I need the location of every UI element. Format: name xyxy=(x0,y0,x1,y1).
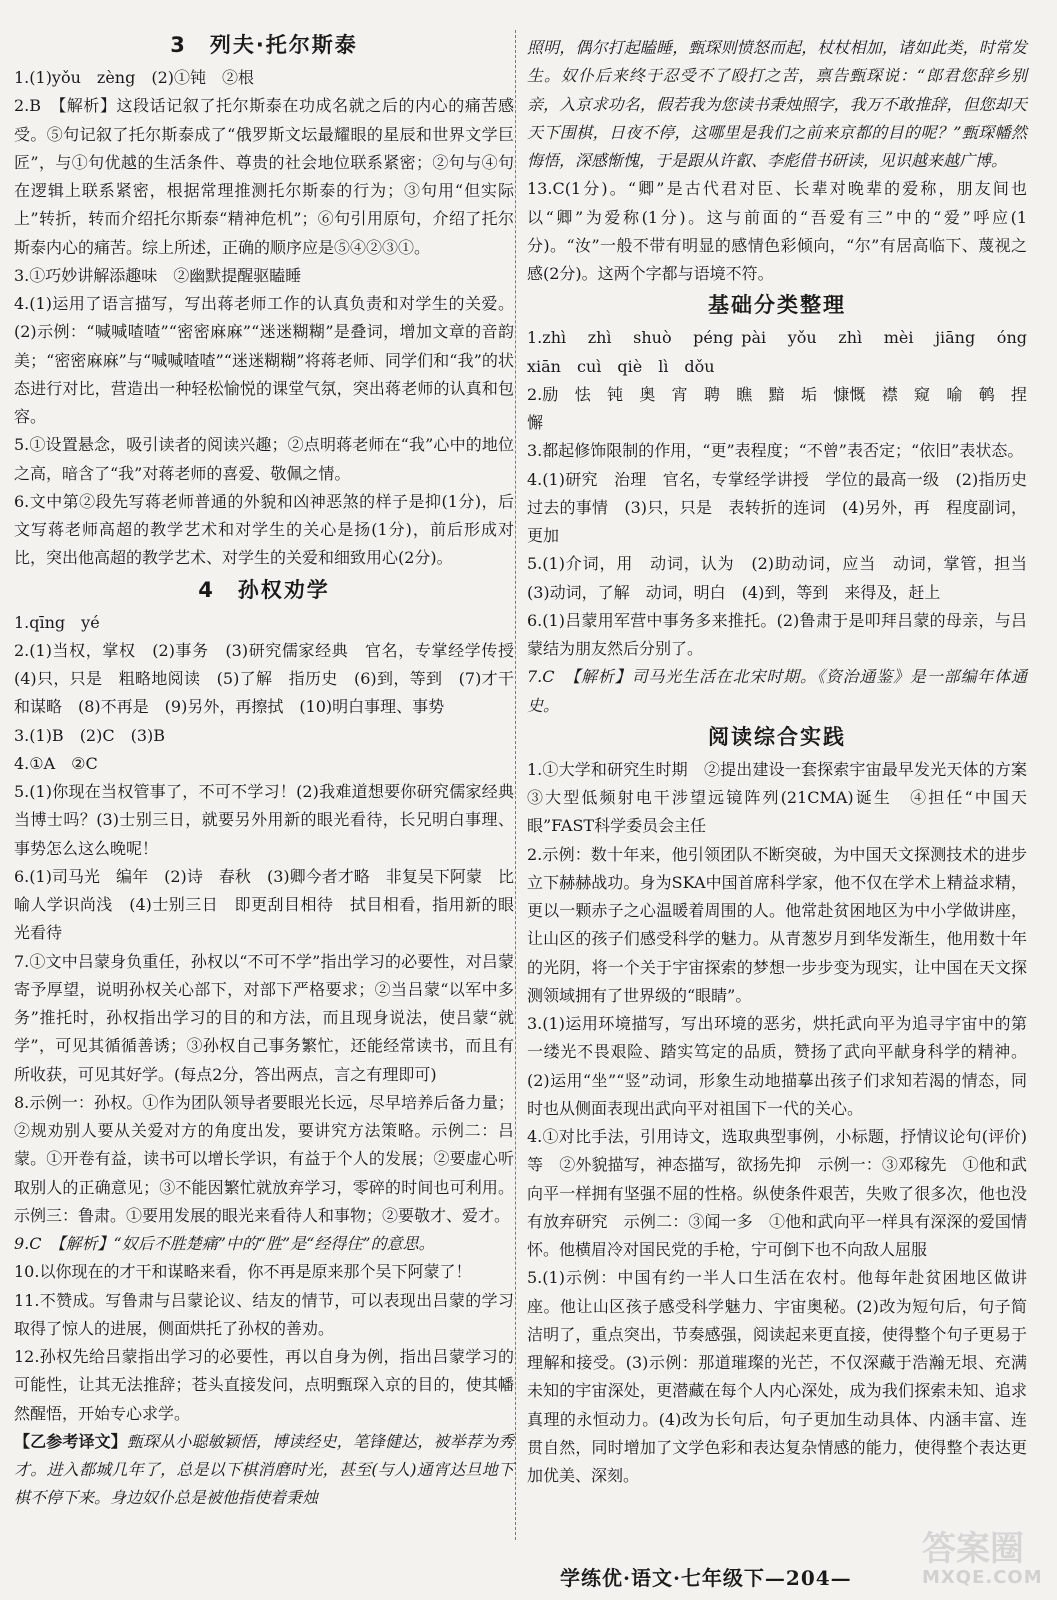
answer-item: 13.C(1分)。“卿”是古代君对臣、长辈对晚辈的爱称，朋友间也以“卿”为爱称(1分)。这与前面的“吾爱有三”中的“爱”呼应(1分)。“汝”一般不带有明显的感情色彩倾向，“尔”有居高临下、蔑视之感(2分)。这两个字都与语境不符。 xyxy=(527,179,1027,283)
answer-item: 1.①大学和研究生时期 ②提出建设一套探索宇宙最早发光天体的方案 ③大型低频射电干涉望远镜阵列(21CMA)诞生 ④担任“中国天眼”FAST科学委员会主任 xyxy=(527,759,1044,836)
translation-text: 甄琛从小聪敏颖悟，博读经史，笔锋健达，被举荐为秀才。进入都城几年了，总是以下棋消磨时光，甚至(与人)通宵达旦地下棋不停下来。身边奴仆总是被他指使着秉烛 xyxy=(14,1431,514,1508)
answer-item: 9.C 【解析】“奴后不胜楚痛”中的“胜”是“经得住”的意思。 xyxy=(14,1234,435,1253)
answer-item: 2.励 怯 钝 奥 宵 聘 瞧 黯 垢 慷慨 襟 窥 喻 鹌 捏 懈 xyxy=(527,384,1044,432)
answer-item: 5.(1)示例：中国有约一半人口生活在农村。他每年赴贫困地区做讲座。他让山区孩子感受科学魅力、宇宙奥秘。(2)改为短句后，句子简洁明了，重点突出，节奏感强，阅读起来更直接，使得整个句子更易于理解和接受。(3)示例：那道璀璨的光芒，不仅深藏于浩瀚无垠、充满未知的宇宙深处，更潜藏在每个人内心深处，成为我们探索未知、追求真理的永恒动力。(4)改为长句后，句子更加生动具体、内涵丰富、连贯自然，同时增加了文学色彩和表达复杂情感的能力，使得整个表达更加优美、深刻。 xyxy=(527,1268,1027,1485)
answer-item: 3.都起修饰限制的作用，“更”表程度；“不曾”表否定；“依旧”表状态。 xyxy=(527,441,1024,461)
answer-item: 5.(1)你现在当权管事了，不可不学习！(2)我难道想要你研究儒家经典当博士吗？(3)士别三日，就要另外用新的眼光看待，长兄明白事理、事势怎么这么晚呢！ xyxy=(14,782,514,858)
answer-item: 6.(1)吕蒙用军营中事务多来推托。(2)鲁肃于是叩拜吕蒙的母亲，与吕蒙结为朋友然后分别了。 xyxy=(527,610,1027,658)
answer-item: 1.zhì zhì shuò péng pài yǒu zhì mèi jiāng óng xiān cuì qiè lì dǒu xyxy=(527,328,1044,376)
answer-item: 5.(1)介词，用 动词，认为 (2)助动词，应当 动词，掌管，担当 (3)动词，了解 动词，明白 (4)到，等到 来得及，赶上 xyxy=(527,554,1044,602)
watermark-logo xyxy=(922,1530,1042,1592)
answer-item: 4.(1)运用了语言描写，写出蒋老师工作的认真负责和对学生的关爱。(2)示例：“喊喊喳喳”“密密麻麻”“迷迷糊糊”是叠词，增加文章的音韵美；“密密麻麻”与“喊喊喳喳”“迷迷糊糊”将蒋老师、同学们和“我”的状态进行对比，营造出一种轻松愉悦的课堂气氛，突出蒋老师的认真和包容。 xyxy=(14,294,514,426)
answer-item: 12.孙权先给吕蒙指出学习的必要性，再以自身为例，指出吕蒙学习的可能性，让其无法推辞；苍头直接发问，点明甄琛入京的目的，使其幡然醒悟，开始专心求学。 xyxy=(14,1347,514,1423)
answer-item: 10.以你现在的才干和谋略来看，你不再是原来那个吴下阿蒙了！ xyxy=(14,1262,472,1282)
watermark-text: 答案圈 xyxy=(922,1529,1024,1569)
column-divider xyxy=(515,30,516,1540)
translation-continued: 照明，偶尔打起瞌睡，甄琛则愤怒而起，杖杖相加，诸如此类，时常发生。奴仆后来终于忍受不了殴打之苦，禀告甄琛说：“郎君您辞乡别亲，入京求功名，假若我为您读书秉烛照字，我万不敢推辞，但您却天天下围棋，日夜不停，这哪里是我们之前来京都的目的呢？”甄琛幡然悔悟，深感惭愧，于是跟从许叡、李彪借书研读，见识越来越广博。 xyxy=(527,38,1027,170)
section-title-tolstoy: 3 列夫·托尔斯泰 xyxy=(170,33,358,57)
translation-label: 【乙参考译文】 xyxy=(14,1431,127,1451)
left-column xyxy=(14,28,531,1513)
answer-item: 3.(1)运用环境描写，写出环境的恶劣，烘托武向平为追寻宇宙中的第一缕光不畏艰险、踏实笃定的品质，赞扬了武向平献身科学的精神。(2)运用“坐”“竖”动词，形象生动地描摹出孩子们求知若渴的情态，同时也从侧面表现出武向平对祖国下一代的关心。 xyxy=(527,1014,1027,1118)
answer-item: 11.不赞成。写鲁肃与吕蒙论议、结友的情节，可以表现出吕蒙的学习取得了惊人的进展，侧面烘托了孙权的善劝。 xyxy=(14,1290,514,1338)
answer-item: 1.(1)yǒu zèng (2)①钝 ②根 xyxy=(14,68,255,87)
answer-item: 4.①A ②C xyxy=(14,753,98,773)
watermark-url: MXQE.COM xyxy=(922,1567,1043,1588)
answer-item: 6.文中第②段先写蒋老师普通的外貌和凶神恶煞的样子是抑(1分)，后文写蒋老师高超的教学艺术和对学生的关心是扬(1分)，前后形成对比，突出他高超的教学艺术、对学生的关爱和细致用心(2分)。 xyxy=(14,491,514,568)
answer-item: 7.C 【解析】司马光生活在北宋时期。《资治通鉴》是一部编年体通史。 xyxy=(527,667,1027,715)
section-title-reading: 阅读综合实践 xyxy=(708,724,846,749)
page-footer: 学练优·语文·七年级下—204— xyxy=(560,1566,852,1590)
section-title-sunquan: 4 孙权劝学 xyxy=(198,577,330,602)
answer-item: 4.①对比手法，引用诗文，选取典型事例，小标题，抒情议论句(评价)等 ②外貌描写，神态描写，欲扬先抑 示例一：③邓稼先 ①他和武向平一样拥有坚强不屈的性格。纵使条件艰苦，失败了很多次，他也没有放弃研究 示例二：③闻一多 ①他和武向平一样具有深深的爱国情怀。他横眉冷对国民党的手枪，宁可倒下也不向敌人屈服 xyxy=(527,1127,1027,1259)
answer-item: 3.(1)B (2)C (3)B xyxy=(14,725,166,745)
answer-item: 1.qīng yé xyxy=(14,612,100,632)
answer-item: 7.①文中吕蒙身负重任，孙权以“不可不学”指出学习的必要性，对吕蒙寄予厚望，说明孙权关心部下，对部下严格要求；②当吕蒙“以军中多务”推托时，孙权指出学习的目的和方法，而且现身说法，使吕蒙“就学”，可见其循循善诱；③孙权自己事务繁忙，还能经常读书，而且有所收获，可见其好学。(每点2分，答出两点，言之有理即可) xyxy=(14,951,514,1084)
answer-item: 6.(1)司马光 编年 (2)诗 春秋 (3)卿今者才略 非复吴下阿蒙 比喻人学识尚浅 (4)士别三日 即更刮目相待 拭目相看，指用新的眼光看待 xyxy=(14,866,514,943)
answer-item: 2.示例：数十年来，他引领团队不断突破，为中国天文探测技术的进步立下赫赫战功。身为SKA中国首席科学家，他不仅在学术上精益求精，更以一颗赤子之心温暖着周围的人。他常赴贫困地区为中小学做讲座，让山区的孩子们感受科学的魅力。从青葱岁月到华发渐生，他用数十年的光阴，将一个关于宇宙探索的梦想一步步变为现实，让中国在天文探测领域拥有了世界级的“眼睛”。 xyxy=(527,844,1027,1005)
answer-item: 8.示例一：孙权。①作为团队领导者要眼光长远，尽早培养后备力量；②规劝别人要从关爱对方的角度出发，要讲究方法策略。示例二：吕蒙。①开卷有益，读书可以增长学识，有益于个人的发展；②要虚心听取别人的正确意见；③不能因繁忙就放弃学习，零碎的时间也可利用。示例三：鲁肃。①要用发展的眼光来看待人和事物；②要敬才、爱才。 xyxy=(14,1092,514,1225)
answer-item: 4.(1)研究 治理 官名，专掌经学讲授 学位的最高一级 (2)指历史 过去的事情 (3)只，只是 表转折的连词 (4)另外，再 程度副词，更加 xyxy=(527,469,1044,545)
translation-paragraph xyxy=(14,1428,514,1513)
section-title-basic: 基础分类整理 xyxy=(708,293,846,318)
right-column xyxy=(527,34,1044,1490)
answer-item: 2.B 【解析】这段话记叙了托尔斯泰在功成名就之后的内心的痛苦感受。⑤句记叙了托尔斯泰成了“俄罗斯文坛最耀眼的星辰和世界文学巨匠”，与①句优越的生活条件、尊贵的社会地位联系紧密；②句与④句在逻辑上联系紧密，根据常理推测托尔斯泰的行为；③句用“但实际上”转折，转而介绍托尔斯泰“精神危机”；⑥句引用原句，介绍了托尔斯泰内心的痛苦。综上所述，正确的顺序应是⑤④②③①。 xyxy=(14,96,514,257)
answer-item: 2.(1)当权，掌权 (2)事务 (3)研究儒家经典 官名，专掌经学传授 (4)只，只是 粗略地阅读 (5)了解 指历史 (6)到，等到 (7)才干和谋略 (8)不再是 (9)另外，再擦拭 (10)明白事理、事势 xyxy=(14,640,531,717)
answer-item: 5.①设置悬念，吸引读者的阅读兴趣；②点明蒋老师在“我”心中的地位之高，暗含了“我”对蒋老师的喜爱、敬佩之情。 xyxy=(14,435,514,483)
answer-item: 3.①巧妙讲解添趣味 ②幽默提醒驱瞌睡 xyxy=(14,265,302,285)
